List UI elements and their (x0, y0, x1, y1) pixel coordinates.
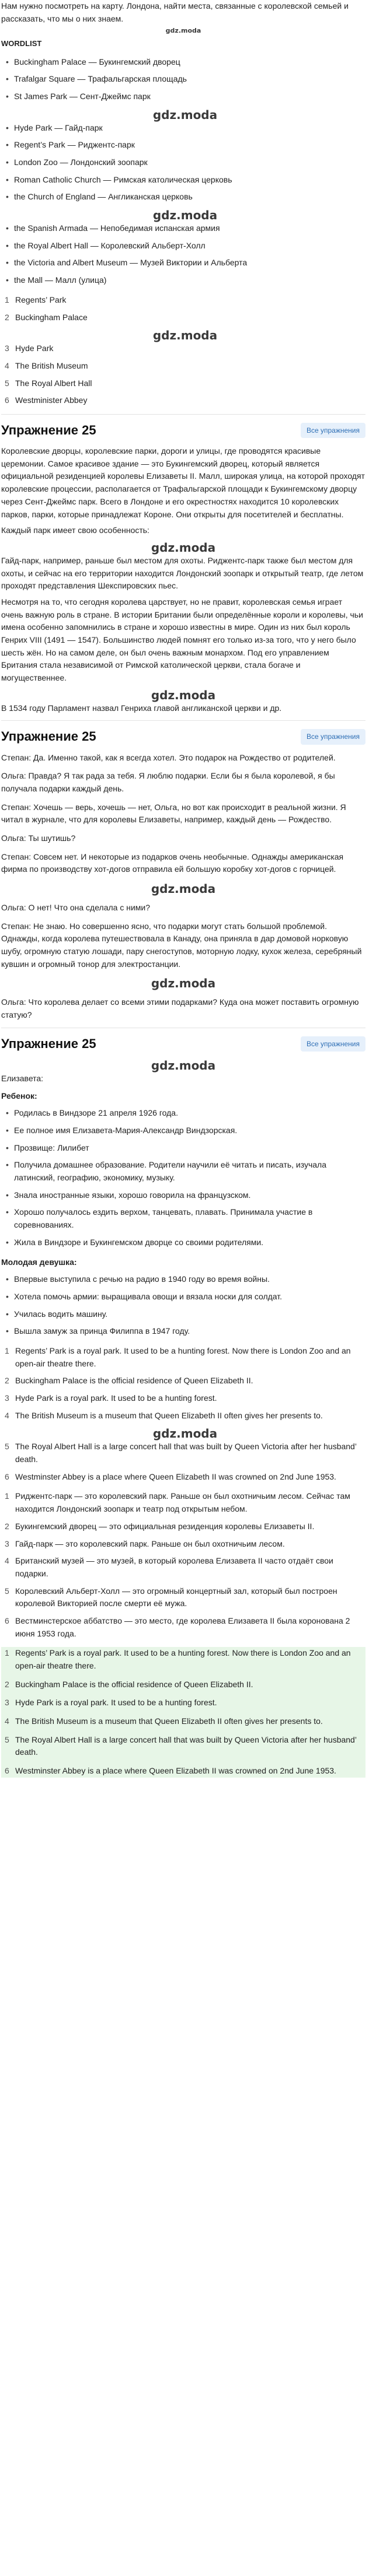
list-item: 1 Regents’ Park is a royal park. It used to be a hunting forest. Now there is London Zoo and an open-air theatre there. (5, 1345, 351, 1368)
list-item: 1 Риджентс-парк — это королевский парк. Раньше он был охотничьим лесом. Сейчас там находится Лондонский зоопарк и театр под открытым небом. (5, 1491, 350, 1514)
list-item: 5 The Royal Albert Hall is a large concert hall that was built by Queen Victoria after her husband’ death. (5, 1442, 357, 1464)
exercise-header (1, 1028, 365, 1054)
exercise-header (1, 720, 365, 746)
list-item: 3 Hyde Park (5, 344, 54, 353)
english-list (1, 1345, 365, 1484)
list-item: • Знала иностранные языки, хорошо говорила на французском. (5, 1189, 365, 1202)
watermark: gdz.moda (152, 208, 218, 223)
list-item: • the Mall — Малл (улица) (5, 274, 365, 287)
list-item: 2 Buckingham Palace is the official residence of Queen Elizabeth II. (5, 1679, 253, 1689)
list-item: 6 Вестминстерское аббатство — это место, где королева Елизавета II была коронована 2 июня 1953 года. (5, 1615, 350, 1638)
dialog-line: Степан: Не знаю. Но совершенно ясно, что подарки могут стать большой проблемой. Однажды, когда королева путешествовала в Канаду, она приняла в дар домовой норковую шубу, огромную статую лошади, пару снегоступов, моторную лодку, кухок железа, серебряный кувшин и огромный тонор для электростанции. (1, 921, 362, 969)
watermark: gdz.moda (152, 328, 218, 343)
list-item: • Ее полное имя Елизавета-Мария-Александр Виндзорская. (5, 1124, 365, 1137)
list-item: 6 Westminster Abbey is a place where Queen Elizabeth II was crowned on 2nd June 1953. (5, 1766, 336, 1776)
watermark: gdz.moda (152, 1427, 218, 1441)
all-exercises-button[interactable]: Все упражнения (301, 423, 365, 439)
list-item: 5 The Royal Albert Hall is a large concert hall that was built by Queen Victoria after her husband’ death. (5, 1734, 357, 1757)
exercise-title: Упражнение 25 (1, 729, 96, 744)
list-item: • Roman Catholic Church — Римская католическая церковь (5, 174, 365, 187)
young-list (1, 1273, 365, 1338)
list-item: • the Spanish Armada — Непобедимая испанская армия (5, 222, 365, 235)
exercise-header (1, 414, 365, 440)
watermark: gdz.moda (151, 1058, 216, 1073)
dialog-line: Ольга: О нет! Что она сделала с ними? (1, 903, 151, 913)
watermark: gdz.moda (151, 688, 216, 702)
child-label: Ребенок: (1, 1091, 37, 1101)
list-item: 5 Королевский Альберт-Холл — это огромный концертный зал, который был построен королевой Викторией после смерти её мужа. (5, 1586, 337, 1608)
list-item: • Вышла замуж за принца Филиппа в 1947 году. (5, 1325, 365, 1338)
list-item: • Получила домашнее образование. Родители научили её читать и писать, изучала латинский, географию, экономику, музыку. (5, 1159, 365, 1184)
list-item: 4 The British Museum is a museum that Queen Elizabeth II often gives her presents to. (5, 1410, 323, 1420)
list-item: • Родилась в Виндзоре 21 апреля 1926 года. (5, 1107, 365, 1120)
list-item: 6 Westminster Abbey is a place where Queen Elizabeth II was crowned on 2nd June 1953. (5, 1471, 336, 1481)
dialog-line: Степан: Да. Именно такой, как я всегда хотел. Это подарок на Рождество от родителей. (1, 752, 336, 762)
list-item: 2 Buckingham Palace (5, 312, 88, 322)
child-list (1, 1107, 365, 1249)
list-item: • Хотела помочь армии: выращивала овощи и вязала носки для солдат. (5, 1291, 365, 1303)
list-item: 3 Hyde Park is a royal park. It used to be a hunting forest. (5, 1698, 217, 1708)
list-item: • Хорошо получалось ездить верхом, танцевать, плавать. Принимала участие в соревнованиях. (5, 1206, 365, 1231)
list-item: 4 Британский музей — это музей, в который королева Елизавета II часто отдаёт свои подарки. (5, 1556, 333, 1578)
list-item: • the Royal Albert Hall — Королевский Альберт-Холл (5, 240, 365, 253)
list-item: • St James Park — Сент-Джеймс парк (5, 90, 365, 103)
paragraph: Несмотря на то, что сегодня королева царствует, но не правит, королевская семья играет очень важную роль в стране. В истории Британии были определённые короли и королевы, чьи имена особенно запомнились в стране и хорошо известны в мире. Один из них был король Генрих VIII (1491 — 1547). Большинство людей помнят его только из-за того, что у него было шесть жён. Но на самом деле, он был очень важным монархом. Под его управлением Британия стала независимой от Римской католической церкви, стала богаче и могущественнее. (1, 597, 363, 683)
list-item: 4 The British Museum (5, 360, 88, 370)
watermark: gdz.moda (151, 976, 216, 991)
list-item: 3 Гайд-парк — это королевский парк. Раньше он был охотничьим лесом. (5, 1538, 285, 1548)
list-item: 3 Hyde Park is a royal park. It used to be a hunting forest. (5, 1393, 217, 1403)
list-item: 4 The British Museum is a museum that Queen Elizabeth II often gives her presents to. (5, 1716, 323, 1726)
russian-list (1, 1490, 365, 1640)
list-item: 2 Buckingham Palace is the official residence of Queen Elizabeth II. (5, 1376, 253, 1386)
dialog-line: Ольга: Правда? Я так рада за тебя. Я люблю подарки. Если бы я была королевой, я бы получала подарки каждый день. (1, 771, 335, 793)
watermark: gdz.moda (152, 107, 218, 122)
dialog-line: Степан: Хочешь — верь, хочешь — нет, Ольга, но вот как происходит в реальной жизни. Я читал в журнале, что для королевы Елизаветы, например, каждый день — Рождество. (1, 802, 346, 825)
list-item: • Прозвище: Лилибет (5, 1142, 365, 1155)
intro-text: Нам нужно посмотреть на карту. Лондона, найти места, связанные с королевской семьей и рассказать, что мы о них знаем. (1, 1, 349, 23)
list-item: • London Zoo — Лондонский зоопарк (5, 156, 365, 169)
list-item: • Впервые выступила с речью на радио в 1940 году во время войны. (5, 1273, 365, 1286)
paragraph: Королевские дворцы, королевские парки, дороги и улицы, где проводятся красивые церемонии. Самое красивое здание — это Букингемский дворец, который является официальной резиденцией королевы Елизаветы II. Малл, широкая улица, на которой проходят королевские процессии, располагается от Трафальгарской площади к Букингемскому дворцу через Сент-Джеймс парк. Всего в Лондоне и его окрестностях находится 10 королевских парков, парки, которые принадлежат Короне. Они открыты для посетителей и бесплатны. (1, 446, 365, 519)
dialog (1, 752, 365, 1022)
list-item: • Hyde Park — Гайд-парк (5, 122, 365, 135)
list-item: 2 Букингемский дворец — это официальная резиденция королевы Елизаветы II. (5, 1521, 315, 1531)
list-item: • the Victoria and Albert Museum — Музей Виктории и Альберта (5, 257, 365, 269)
dialog-line: Степан: Совсем нет. И некоторые из подарков очень необычные. Однажды американская фирма по производству хот-догов отправила ей большую коробку хот-догов с горчицей. (1, 851, 344, 874)
list-item: • Buckingham Palace — Букингемский дворец (5, 56, 365, 69)
paragraph: Гайд-парк, например, раньше был местом для охоты. Риджентс-парк также был местом для охоты, и сейчас на его территории находится Лондонский зоопарк и открытый театр, где летом проходят представления Шекспировских пьес. (1, 555, 364, 591)
exercise-title: Упражнение 25 (1, 422, 96, 437)
list-item: 1 Regents’ Park is a royal park. It used to be a hunting forest. Now there is London Zoo and an open-air theatre there. (5, 1648, 351, 1671)
list-item: • Regent’s Park — Риджентс-парк (5, 139, 365, 152)
list-item: • Жила в Виндзоре и Букингемском дворце со своими родителями. (5, 1236, 365, 1249)
dialog-line: Ольга: Что королева делает со всеми этими подарками? Куда она может поставить огромную статую? (1, 997, 359, 1020)
list-item: • the Church of England — Англиканская церковь (5, 191, 365, 204)
watermark: gdz.moda (151, 882, 216, 896)
list-item: 5 The Royal Albert Hall (5, 378, 92, 388)
list-item: • Trafalgar Square — Трафальгарская площадь (5, 73, 365, 86)
wordlist-title: WORDLIST (1, 39, 42, 48)
young-label: Молодая девушка: (1, 1257, 77, 1267)
list-item: • Училась водить машину. (5, 1308, 365, 1321)
paragraph: Каждый парк имеет свою особенность: (1, 525, 149, 535)
list-item: 1 Regents’ Park (5, 295, 67, 304)
paragraph: В 1534 году Парламент назвал Генриха главой англиканской церкви и др. (1, 703, 282, 713)
watermark: gdz.moda (165, 27, 201, 35)
places-list (1, 294, 365, 407)
all-exercises-button[interactable]: Все упражнения (301, 1036, 365, 1052)
watermark: gdz.moda (151, 540, 216, 555)
english-list-highlighted (1, 1647, 365, 1778)
dialog-line: Ольга: Ты шутишь? (1, 833, 76, 843)
list-item: 6 Westminister Abbey (5, 395, 88, 405)
all-exercises-button[interactable]: Все упражнения (301, 729, 365, 745)
exercise-title: Упражнение 25 (1, 1036, 96, 1051)
wordlist (1, 56, 365, 287)
elizabeth-label: Елизавета: (1, 1073, 44, 1083)
